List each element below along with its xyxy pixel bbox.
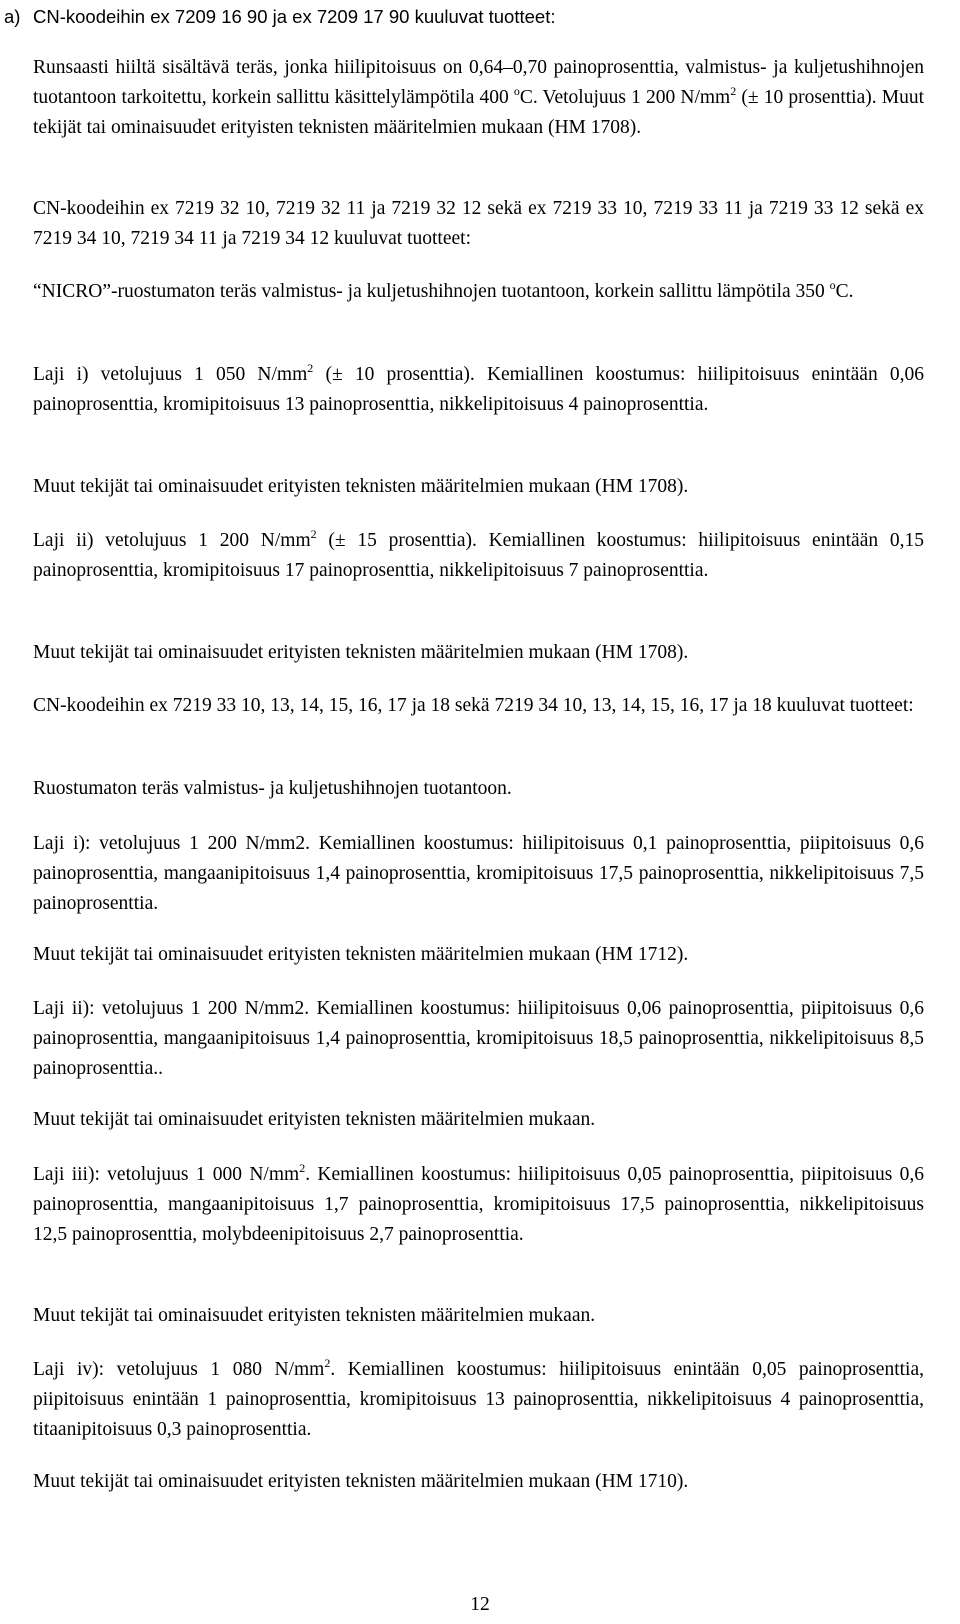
section-a-paragraph (33, 53, 924, 143)
section-c-laji-iii (33, 1160, 924, 1250)
squared-superscript: 2 (307, 361, 314, 375)
section-c-laji-iv-part: Laji iv): vetolujuus 1 080 N/mm (33, 1359, 325, 1380)
degree-superscript: o (513, 84, 520, 98)
section-b-intro (33, 277, 924, 307)
section-c-heading-text: CN-koodeihin ex 7219 33 10, 13, 14, 15, 16, 17 ja 18 sekä 7219 34 10, 13, 14, 15, 16, 17 ja 18 kuuluvat tuotteet: (33, 695, 914, 716)
squared-superscript: 2 (324, 1356, 331, 1370)
squared-superscript: 2 (299, 1161, 306, 1175)
section-b-laji-i-part: Laji i) vetolujuus 1 050 N/mm (33, 364, 308, 385)
section-c-laji-i-note: Muut tekijät tai ominaisuudet erityisten teknisten määritelmien mukaan (HM 1712). (33, 944, 689, 965)
section-b-intro-part: “NICRO”-ruostumaton teräs valmistus- ja kuljetushihnojen tuotantoon, korkein sallittu lämpötila 350 (33, 281, 830, 302)
section-a-heading-text: CN-koodeihin ex 7209 16 90 ja ex 7209 17 90 kuuluvat tuotteet: (33, 6, 556, 27)
section-c-marker (4, 691, 33, 721)
section-c-laji-iv-note: Muut tekijät tai ominaisuudet erityisten teknisten määritelmien mukaan (HM 1710). (33, 1471, 689, 1492)
section-c-laji-i: Laji i): vetolujuus 1 200 N/mm2. Kemiallinen koostumus: hiilipitoisuus 0,1 painoprosenttia, piipitoisuus 0,6 painoprosenttia, mangaanipitoisuus 1,4 painoprosenttia, kromipitoisuus 17,5 painoprosenttia, nikkelipitoisuus 7,5 painoprosenttia. (33, 833, 924, 914)
section-b-laji-ii-part: Laji ii) vetolujuus 1 200 N/mm (33, 530, 311, 551)
page-number: 12 (470, 1594, 490, 1615)
section-a-marker: a) (4, 6, 21, 27)
section-a-paragraph-part: Runsaasti hiiltä sisältävä teräs, jonka hiilipitoisuus on 0,64–0,70 painoprosenttia, valmistus- ja kuljetushihnojen tuotantoon tarkoitettu, korkein sallittu käsittelylämpötila 400 (33, 57, 924, 108)
section-c-heading (4, 691, 924, 721)
section-c-laji-iii-part: Laji iii): vetolujuus 1 000 N/mm (33, 1164, 300, 1185)
section-b-laji-i-part: (± 10 prosenttia). Kemiallinen koostumus: hiilipitoisuus enintään 0,06 painoprosenttia, kromipitoisuus 13 painoprosenttia, nikkelipitoisuus 4 painoprosenttia. (33, 364, 924, 415)
section-c-intro: Ruostumaton teräs valmistus- ja kuljetushihnojen tuotantoon. (33, 778, 512, 799)
section-a-paragraph-part: (± 10 prosenttia). Muut tekijät tai ominaisuudet erityisten teknisten määritelmien mukaan (HM 1708). (33, 87, 924, 138)
section-b-laji-ii (33, 526, 924, 586)
section-b-heading (4, 194, 924, 254)
section-c-laji-iv-part: . Kemiallinen koostumus: hiilipitoisuus enintään 0,05 painoprosenttia, piipitoisuus enintään 1 painoprosenttia, kromipitoisuus 13 painoprosenttia, nikkelipitoisuus 4 painoprosenttia, titaanipitoisuus 0,3 painoprosenttia. (33, 1359, 924, 1440)
section-b-marker (4, 194, 33, 224)
degree-superscript: o (829, 278, 836, 292)
section-b-intro-part: C. (835, 281, 854, 302)
squared-superscript: 2 (310, 527, 317, 541)
section-b-laji-i-note: Muut tekijät tai ominaisuudet erityisten teknisten määritelmien mukaan (HM 1708). (33, 476, 689, 497)
section-b-laji-i (33, 360, 924, 420)
section-b-heading-text: CN-koodeihin ex 7219 32 10, 7219 32 11 ja 7219 32 12 sekä ex 7219 33 10, 7219 33 11 ja 7219 33 12 sekä ex 7219 34 10, 7219 34 11 ja 7219 34 12 kuuluvat tuotteet: (33, 198, 924, 249)
section-c-laji-iii-part: . Kemiallinen koostumus: hiilipitoisuus 0,05 painoprosenttia, piipitoisuus 0,6 painoprosenttia, mangaanipitoisuus 1,7 painoprosenttia, kromipitoisuus 17,5 painoprosenttia, nikkelipitoisuus 12,5 painoprosenttia, molybdeenipitoisuus 2,7 painoprosenttia. (33, 1164, 924, 1245)
section-c-laji-ii-note: Muut tekijät tai ominaisuudet erityisten teknisten määritelmien mukaan. (33, 1109, 596, 1130)
squared-superscript: 2 (730, 84, 737, 98)
section-c-laji-ii: Laji ii): vetolujuus 1 200 N/mm2. Kemiallinen koostumus: hiilipitoisuus 0,06 painoprosenttia, piipitoisuus 0,6 painoprosenttia, mangaanipitoisuus 1,4 painoprosenttia, kromipitoisuus 18,5 painoprosenttia, nikkelipitoisuus 8,5 painoprosenttia.. (33, 998, 924, 1079)
section-b-laji-ii-note: Muut tekijät tai ominaisuudet erityisten teknisten määritelmien mukaan (HM 1708). (33, 642, 689, 663)
section-a-heading (4, 2, 924, 32)
section-c-laji-iii-note: Muut tekijät tai ominaisuudet erityisten teknisten määritelmien mukaan. (33, 1305, 596, 1326)
section-c-laji-iv (33, 1355, 924, 1445)
section-a-paragraph-part: C. Vetolujuus 1 200 N/mm (519, 87, 731, 108)
section-b-laji-ii-part: (± 15 prosenttia). Kemiallinen koostumus: hiilipitoisuus enintään 0,15 painoprosenttia, kromipitoisuus 17 painoprosenttia, nikkelipitoisuus 7 painoprosenttia. (33, 530, 924, 581)
